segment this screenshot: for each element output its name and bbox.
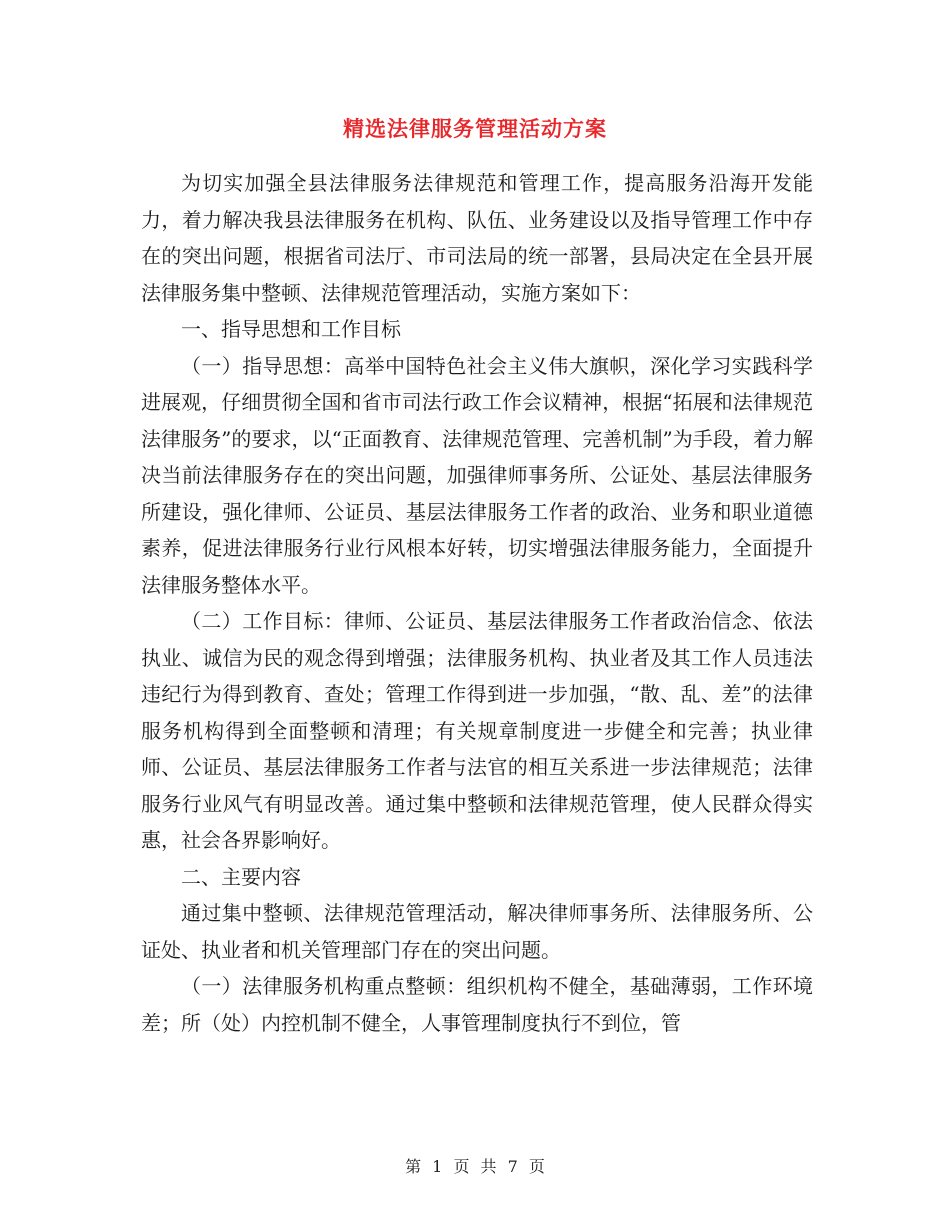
paragraph-work-goals: （二）工作目标：律师、公证员、基层法律服务工作者政治信念、依法执业、诚信为民的观念得到增强；法律服务机构、执业者及其工作人员违法违纪行为得到教育、查处；管理工作得到进一步加强，“散、乱、差”的法律服务机构得到全面整顿和清理；有关规章制度进一步健全和完善；执业律师、公证员、基层法律服务工作者与法官的相互关系进一步法律规范；法律服务行业风气有明显改善。通过集中整顿和法律规范管理，使人民群众得实惠，社会各界影响好。: [141, 609, 813, 852]
document-title: 精选法律服务管理活动方案: [343, 116, 607, 141]
paragraph-guiding-ideology: （一）指导思想：高举中国特色社会主义伟大旗帜，深化学习实践科学进展观，仔细贯彻全国和省市司法行政工作会议精神，根据“拓展和法律规范法律服务”的要求，以“正面教育、法律规范管理、完善机制”为手段，着力解决当前法律服务存在的突出问题，加强律师事务所、公证处、基层法律服务所建设，强化律师、公证员、基层法律服务工作者的政治、业务和职业道德素养，促进法律服务行业行风根本好转，切实增强法律服务能力，全面提升法律服务整体水平。: [141, 353, 813, 597]
paragraph-institution-rectification: （一）法律服务机构重点整顿：组织机构不健全，基础薄弱，工作环境差；所（处）内控机制不健全，人事管理制度执行不到位，管: [141, 974, 813, 1035]
paragraph-intro: 为切实加强全县法律服务法律规范和管理工作，提高服务沿海开发能力，着力解决我县法律服务在机构、队伍、业务建设以及指导管理工作中存在的突出问题，根据省司法厅、市司法局的统一部署，县局决定在全县开展法律服务集中整顿、法律规范管理活动，实施方案如下：: [141, 171, 813, 305]
document-body: [141, 165, 813, 1041]
heading-section-1: 一、指导思想和工作目标: [181, 317, 401, 341]
paragraph-main-content: 通过集中整顿、法律规范管理活动，解决律师事务所、法律服务所、公证处、执业者和机关管理部门存在的突出问题。: [141, 901, 813, 962]
heading-section-2: 二、主要内容: [181, 864, 301, 889]
page-footer: 第 1 页 共 7 页: [405, 1157, 545, 1176]
